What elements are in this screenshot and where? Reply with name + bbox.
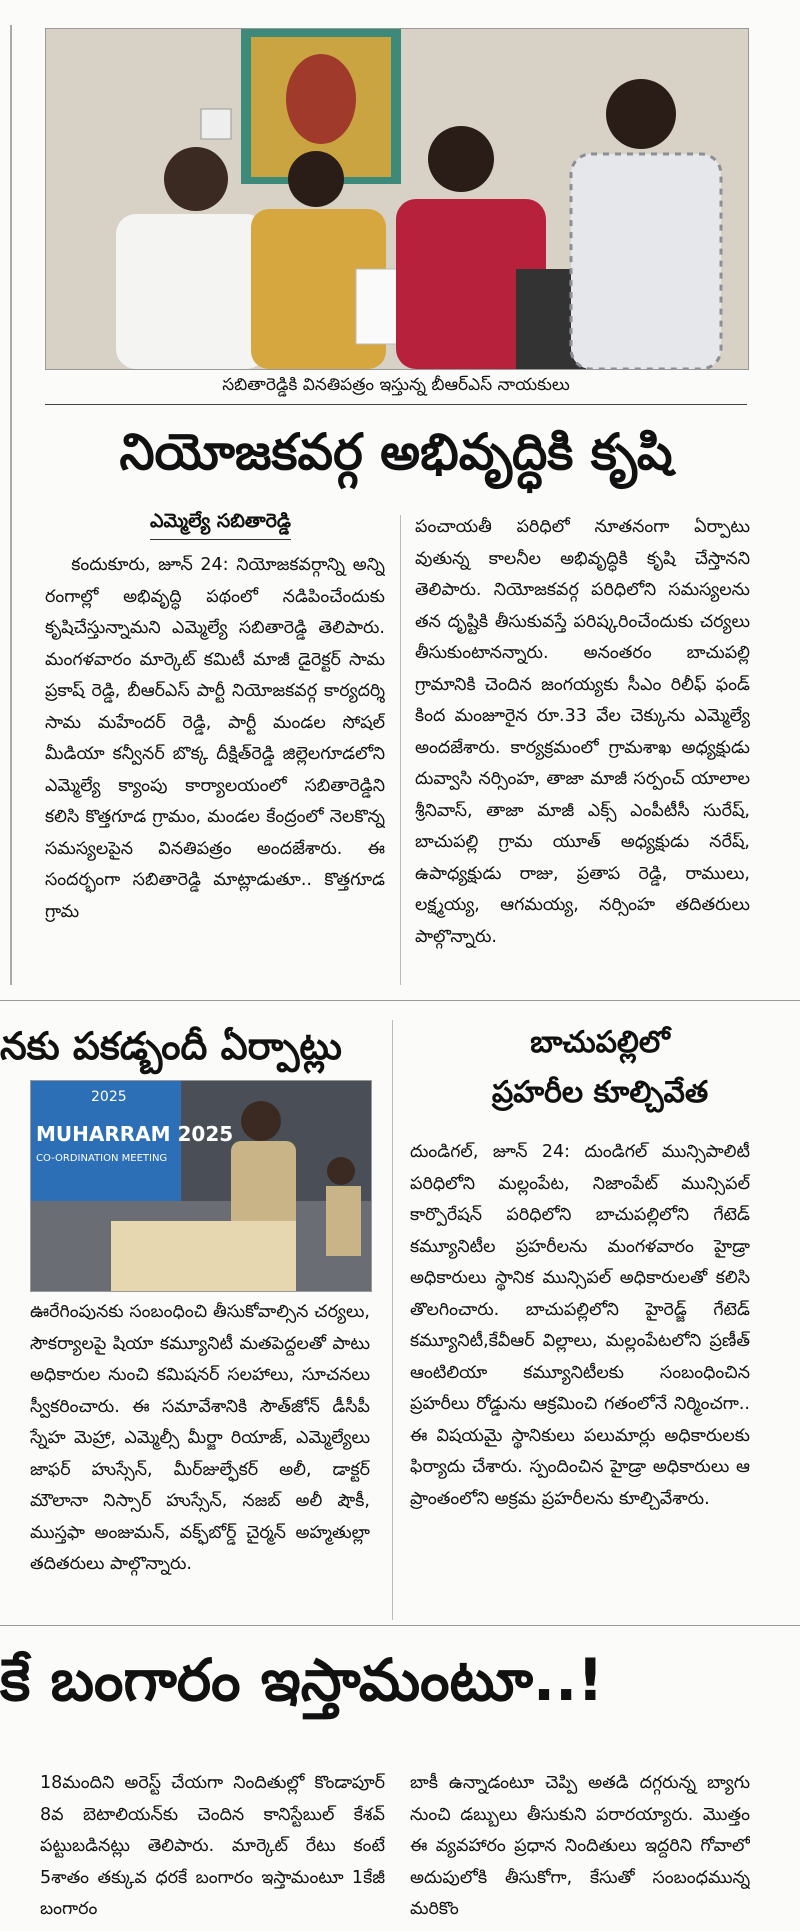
photo-illustration-2 bbox=[31, 1081, 371, 1291]
story4-headline: కే బంగారం ఇస్తామంటూ..! bbox=[0, 1646, 604, 1714]
banner-year: 2025 bbox=[91, 1089, 127, 1105]
margin-rule bbox=[10, 25, 12, 985]
column-divider-2 bbox=[392, 1020, 393, 1620]
banner-title: MUHARRAM 2025 bbox=[36, 1122, 234, 1146]
story1-column-1: కందుకూరు, జూన్ 24: నియోజకవర్గాన్ని అన్ని రంగాల్లో అభివృద్ధి పథంలో నడిపించేందుకు కృషిచేస్తున్నామని ఎమ్మెల్యే సబితారెడ్డి తెలిపారు. మంగళవారం మార్కెట్ కమిటీ మాజీ డైరెక్టర్ సామ ప్రకాష్ రెడ్డి, బీఆర్ఎస్ పార్టీ నియోజకవర్గ కార్యదర్శి సామ మహేందర్ రెడ్డి, పార్టీ మండల సోషల్ మీడియా కన్వీనర్ బొక్క దీక్షిత్‌రెడ్డి జిల్లెలగూడలోని ఎమ్మెల్యే క్యాంపు కార్యాలయంలో సబితారెడ్డిని కలిసి కొత్తగూడ గ్రామం, మండల కేంద్రంలో నెలకొన్న సమస్యలపైన వినతిపత్రం అందజేశారు. ఈ సందర్భంగా సబితారెడ్డి మాట్లాడుతూ.. కొత్తగూడ గ్రామ bbox=[45, 555, 385, 922]
section-rule bbox=[0, 1000, 800, 1001]
news-photo-meeting bbox=[45, 28, 749, 370]
story4-column-1: 18మందిని అరెస్ట్ చేయగా నిందితుల్లో కొండాపూర్ 8వ బెటాలియన్‌కు చెందిన కానిస్టేబుల్ కేశవ్ పట్టుబడినట్లు తెలిపారు. మార్కెట్ రేటు కంటే 5శాతం తక్కువ ధరకే బంగారం ఇస్తామంటూ 1కేజీ బంగారం bbox=[40, 1773, 385, 1919]
section-rule-2 bbox=[0, 1625, 800, 1626]
story2-headline: నకు పకడ్బందీ ఏర్పాట్లు bbox=[0, 1024, 342, 1068]
story1-headline: నియోజకవర్గ అభివృద్ధికి కృషి bbox=[119, 423, 673, 481]
story1-column-2: పంచాయతీ పరిధిలో నూతనంగా ఏర్పాటు వుతున్న కాలనీల అభివృద్ధికి కృషి చేస్తానని తెలిపారు. నియోజకవర్గ పరిధిలోని సమస్యలను తన దృష్టికి తీసుకువస్తే పరిష్కరించేందుకు చర్యలు తీసుకుంటానన్నారు. అనంతరం బాచుపల్లి గ్రామానికి చెందిన జంగయ్యకు సీఎం రిలీఫ్ ఫండ్ కింద మంజూరైన రూ.33 వేల చెక్కును ఎమ్మెల్యే అందజేశారు. కార్యక్రమంలో గ్రామశాఖ అధ్యక్షుడు దువ్వాసి నర్సింహ, తాజా మాజీ సర్పంచ్ యాలాల శ్రీనివాస్, తాజా మాజీ ఎక్స్ ఎంపీటీసీ సురేష్, బాచుపల్లి గ్రామ యూత్ అధ్యక్షుడు నరేష్, ఉపాధ్యక్షుడు రాజు, ప్రతాప రెడ్డి, రాములు, లక్ష్మయ్య, ఆగమయ్య, నర్సింహ తదితరులు పాల్గొన్నారు. bbox=[415, 517, 750, 947]
news-photo-muharram bbox=[30, 1080, 372, 1292]
caption-rule bbox=[45, 404, 747, 405]
story3-headline-line1: బాచుపల్లిలో bbox=[530, 1025, 670, 1060]
banner-subtitle: CO-ORDINATION MEETING bbox=[36, 1153, 168, 1164]
photo-caption: సబితారెడ్డికి వినతిపత్రం ఇస్తున్న బీఆర్ఎస్ నాయకులు bbox=[222, 375, 570, 395]
story3-headline-line2: ప్రహరీల కూల్చివేత bbox=[491, 1075, 709, 1110]
story1-byline: ఎమ్మెల్యే సబితారెడ్డి bbox=[150, 510, 291, 540]
story2-body: ఊరేగింపునకు సంబంధించి తీసుకోవాల్సిన చర్యలు, సౌకర్యాలపై షియా కమ్యూనిటీ మతపెద్దలతో పాటు అధికారుల నుంచి కమిషనర్ సలహాలు, సూచనలు స్వీకరించారు. ఈ సమావేశానికి సౌత్‌జోన్ డీసీపీ స్నేహ మెహ్రా, ఎమ్మెల్సీ మీర్జా రియాజ్, ఎమ్మెల్యేలు జాఫర్ హుస్సేన్, మీర్‌జుల్ఫేకర్ అలీ, డాక్టర్ మౌలానా నిస్సార్ హుస్సేన్, నజబ్ అలీ షౌకీ, ముస్తఫా అంజుమన్, వక్ఫ్‌బోర్డ్ చైర్మన్ అహ్మతుల్లా తదితరులు పాల్గొన్నారు. bbox=[30, 1302, 370, 1574]
photo-illustration bbox=[46, 29, 748, 369]
story3-body: దుండిగల్, జూన్ 24: దుండిగల్ మున్సిపాలిటీ పరిధిలోని మల్లంపేట, నిజాంపేట్ మున్సిపల్ కార్పొరేషన్ పరిధిలోని బాచుపల్లిలోని గేటెడ్ కమ్యూనిటీల ప్రహరీలను మంగళవారం హైడ్రా అధికారులు స్థానిక మున్సిపల్ అధికారులతో కలిసి తొలగించారు. బాచుపల్లిలోని హైరెడ్జ్ గేటెడ్ కమ్యూనిటీ,కేవీఆర్ విల్లాలు, మల్లంపేటలోని ప్రణీత్ ఆంటిలియా కమ్యూనిటీలకు సంబంధించిన ప్రహరీలు రోడ్డును ఆక్రమించి గతంలోనే నిర్మించగా.. ఈ విషయమై స్థానికులు పలుమార్లు అధికారులకు ఫిర్యాదు చేశారు. స్పందించిన హైడ్రా అధికారులు ఆ ప్రాంతంలోని అక్రమ ప్రహరీలను కూల్చివేశారు. bbox=[410, 1142, 750, 1509]
column-divider bbox=[400, 515, 401, 985]
story4-column-2: బాకీ ఉన్నాడంటూ చెప్పి అతడి దగ్గరున్న బ్యాగు నుంచి డబ్బులు తీసుకుని పరారయ్యారు. మొత్తం ఈ వ్యవహారం ప్రధాన నిందితులు ఇద్దరిని గోవాలో అదుపులోకి తీసుకోగా, కేసుతో సంబంధమున్న మరికొం bbox=[410, 1773, 750, 1919]
